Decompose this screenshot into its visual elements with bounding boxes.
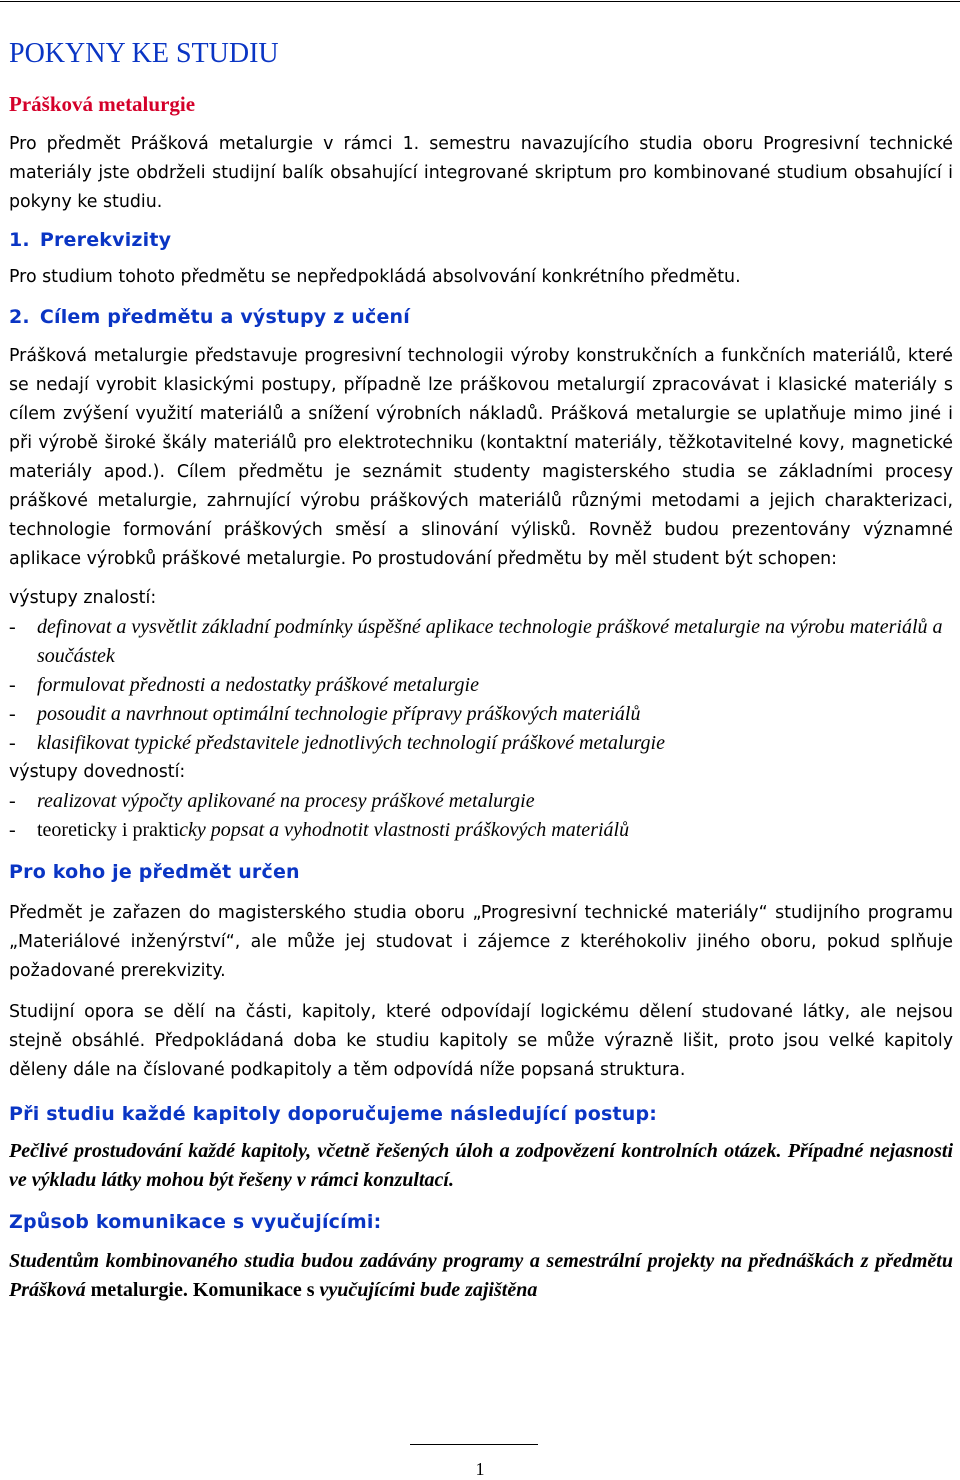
document-page bbox=[9, 36, 953, 1305]
section-goals-heading bbox=[9, 302, 953, 332]
knowledge-outcomes-label: výstupy znalostí: bbox=[9, 588, 157, 608]
skills-outcomes-label: výstupy dovedností: bbox=[9, 762, 186, 782]
section-number: 2. bbox=[9, 306, 30, 328]
intro-paragraph: Pro předmět Prášková metalurgie v rámci 1. semestru navazujícího studia oboru Progresivní technické materiály jste obdrželi studijní balík obsahující integrované skriptum pro kombinované studium obsahující i pokyny ke studiu. bbox=[9, 134, 953, 212]
section-procedure-heading: Při studiu každé kapitoly doporučujeme následující postup: bbox=[9, 1103, 658, 1125]
page-number: 1 bbox=[475, 1459, 485, 1479]
footer-rule bbox=[410, 1444, 538, 1445]
list-item: - teoreticky i prakticky popsat a vyhodnotit vlastnosti práškových materiálů bbox=[9, 819, 630, 841]
list-item: - definovat a vysvětlit základní podmínky úspěšné aplikace technologie práškové metalurgie na výrobu materiálů a součástek bbox=[9, 616, 943, 667]
section-heading-text: Cílem předmětu a výstupy z učení bbox=[39, 306, 410, 328]
section-number: 1. bbox=[9, 229, 30, 251]
list-item: - klasifikovat typické představitele jednotlivých technologií práškové metalurgie bbox=[9, 732, 665, 754]
section-prerequisites-heading bbox=[9, 225, 953, 255]
communication-paragraph: Studentům kombinovaného studia budou zadávány programy a semestrální projekty na přednáškách z předmětu Prášková metalurgie. Komunikace s vyučujícími bude zajištěna bbox=[9, 1250, 953, 1301]
goals-paragraph: Prášková metalurgie představuje progresivní technologii výroby konstrukčních a funkčních materiálů, které se nedají vyrobit klasickými postupy, případně lze práškovou metalurgií zpracovávat i klasické materiály s cílem zvýšení využití materiálů a snížení výrobních nákladů. Prášková metalurgie se uplatňuje mimo jiné i při výrobě široké škály materiálů pro elektrotechniku (kontaktní materiály, těžkotavitelné kovy, magnetické materiály apod.). Cílem předmětu je seznámit studenty magisterského studia se základními procesy práškové metalurgie, zahrnující výrobu práškových materiálů různými metodami a jejich charakterizaci, technologie formování práškových směsí a slinování výlisků. Rovněž budou prezentovány významné aplikace výrobků práškové metalurgie. Po prostudování předmětu by měl student být schopen: bbox=[9, 346, 953, 569]
top-rule bbox=[0, 1, 960, 2]
knowledge-outcomes-list bbox=[9, 613, 953, 758]
study-structure-paragraph: Studijní opora se dělí na části, kapitoly, které odpovídají logickému dělení studované látky, ale nejsou stejně obsáhlé. Předpokládaná doba ke studiu kapitoly se může výrazně lišit, proto jsou velké kapitoly děleny dále na číslované podkapitoly a těm odpovídá níže popsaná struktura. bbox=[9, 1002, 953, 1080]
list-item: - realizovat výpočty aplikované na procesy práškové metalurgie bbox=[9, 790, 535, 812]
page-title: POKYNY KE STUDIU bbox=[9, 38, 279, 69]
list-item: - formulovat přednosti a nedostatky práškové metalurgie bbox=[9, 674, 479, 696]
section-heading-text: Prerekvizity bbox=[39, 229, 172, 251]
prerequisites-text: Pro studium tohoto předmětu se nepředpokládá absolvování konkrétního předmětu. bbox=[9, 267, 741, 287]
list-item: - posoudit a navrhnout optimální technologie přípravy práškových materiálů bbox=[9, 703, 641, 725]
section-for-whom-heading: Pro koho je předmět určen bbox=[9, 861, 300, 883]
skills-outcomes-list bbox=[9, 787, 953, 845]
procedure-paragraph: Pečlivé prostudování každé kapitoly, včetně řešených úloh a zodpovězení kontrolních otázek. Případné nejasnosti ve výkladu látky mohou být řešeny v rámci konzultací. bbox=[9, 1140, 953, 1191]
for-whom-paragraph: Předmět je zařazen do magisterského studia oboru „Progresivní technické materiály“ studijního programu „Materiálové inženýrství“, ale může jej studovat i zájemce z kteréhokoliv jiného oboru, pokud splňuje požadované prerekvizity. bbox=[9, 903, 953, 981]
section-communication-heading: Způsob komunikace s vyučujícími: bbox=[9, 1211, 382, 1233]
subject-title: Prášková metalurgie bbox=[9, 92, 196, 116]
